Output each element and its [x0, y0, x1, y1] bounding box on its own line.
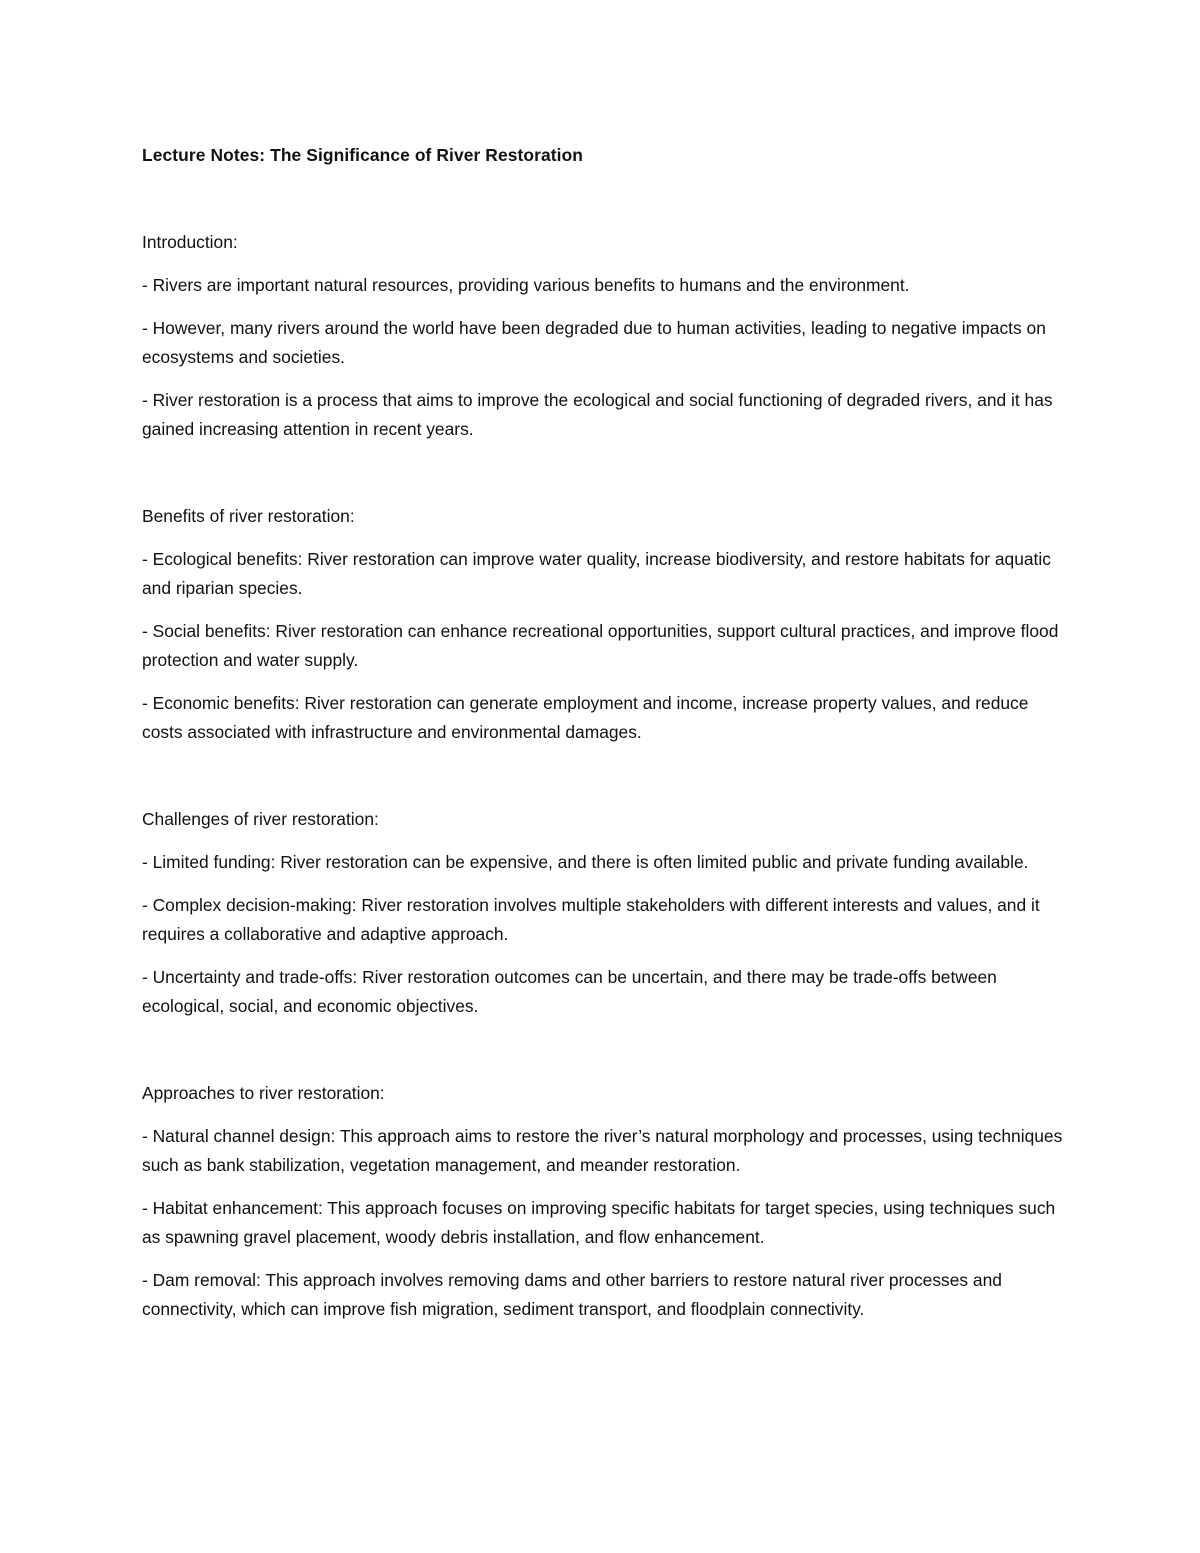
- list-item: - Rivers are important natural resources, providing various benefits to humans and the environment.: [142, 275, 910, 295]
- list-item: - River restoration is a process that aims to improve the ecological and social functioning of degraded rivers, and it has gained increasing attention in recent years.: [142, 390, 1053, 439]
- section-benefits: [142, 502, 1072, 747]
- section-heading: Challenges of river restoration:: [142, 809, 379, 829]
- document-title: Lecture Notes: The Significance of River Restoration: [142, 145, 584, 165]
- document-page: [142, 141, 1072, 1324]
- section-heading: Approaches to river restoration:: [142, 1083, 385, 1103]
- section-heading: Introduction:: [142, 232, 238, 252]
- list-item: - Limited funding: River restoration can be expensive, and there is often limited public and private funding available.: [142, 852, 1029, 872]
- list-item: - Ecological benefits: River restoration can improve water quality, increase biodiversity, and restore habitats for aquatic and riparian species.: [142, 549, 1051, 598]
- list-item: - Social benefits: River restoration can enhance recreational opportunities, support cultural practices, and improve flood protection and water supply.: [142, 621, 1059, 670]
- section-heading: Benefits of river restoration:: [142, 506, 355, 526]
- list-item: - Complex decision-making: River restoration involves multiple stakeholders with different interests and values, and it requires a collaborative and adaptive approach.: [142, 895, 1040, 944]
- list-item: - Natural channel design: This approach aims to restore the river’s natural morphology and processes, using techniques such as bank stabilization, vegetation management, and meander restoration.: [142, 1126, 1063, 1175]
- section-challenges: [142, 805, 1072, 1021]
- list-item: - Uncertainty and trade-offs: River restoration outcomes can be uncertain, and there may be trade-offs between ecological, social, and economic objectives.: [142, 967, 997, 1016]
- list-item: - However, many rivers around the world have been degraded due to human activities, leading to negative impacts on ecosystems and societies.: [142, 318, 1046, 367]
- list-item: - Habitat enhancement: This approach focuses on improving specific habitats for target species, using techniques such as spawning gravel placement, woody debris installation, and flow enhancement.: [142, 1198, 1056, 1247]
- section-approaches: [142, 1079, 1072, 1324]
- section-introduction: [142, 228, 1072, 444]
- list-item: - Economic benefits: River restoration can generate employment and income, increase property values, and reduce costs associated with infrastructure and environmental damages.: [142, 693, 1029, 742]
- list-item: - Dam removal: This approach involves removing dams and other barriers to restore natural river processes and connectivity, which can improve fish migration, sediment transport, and floodplain connectivity.: [142, 1270, 1002, 1319]
